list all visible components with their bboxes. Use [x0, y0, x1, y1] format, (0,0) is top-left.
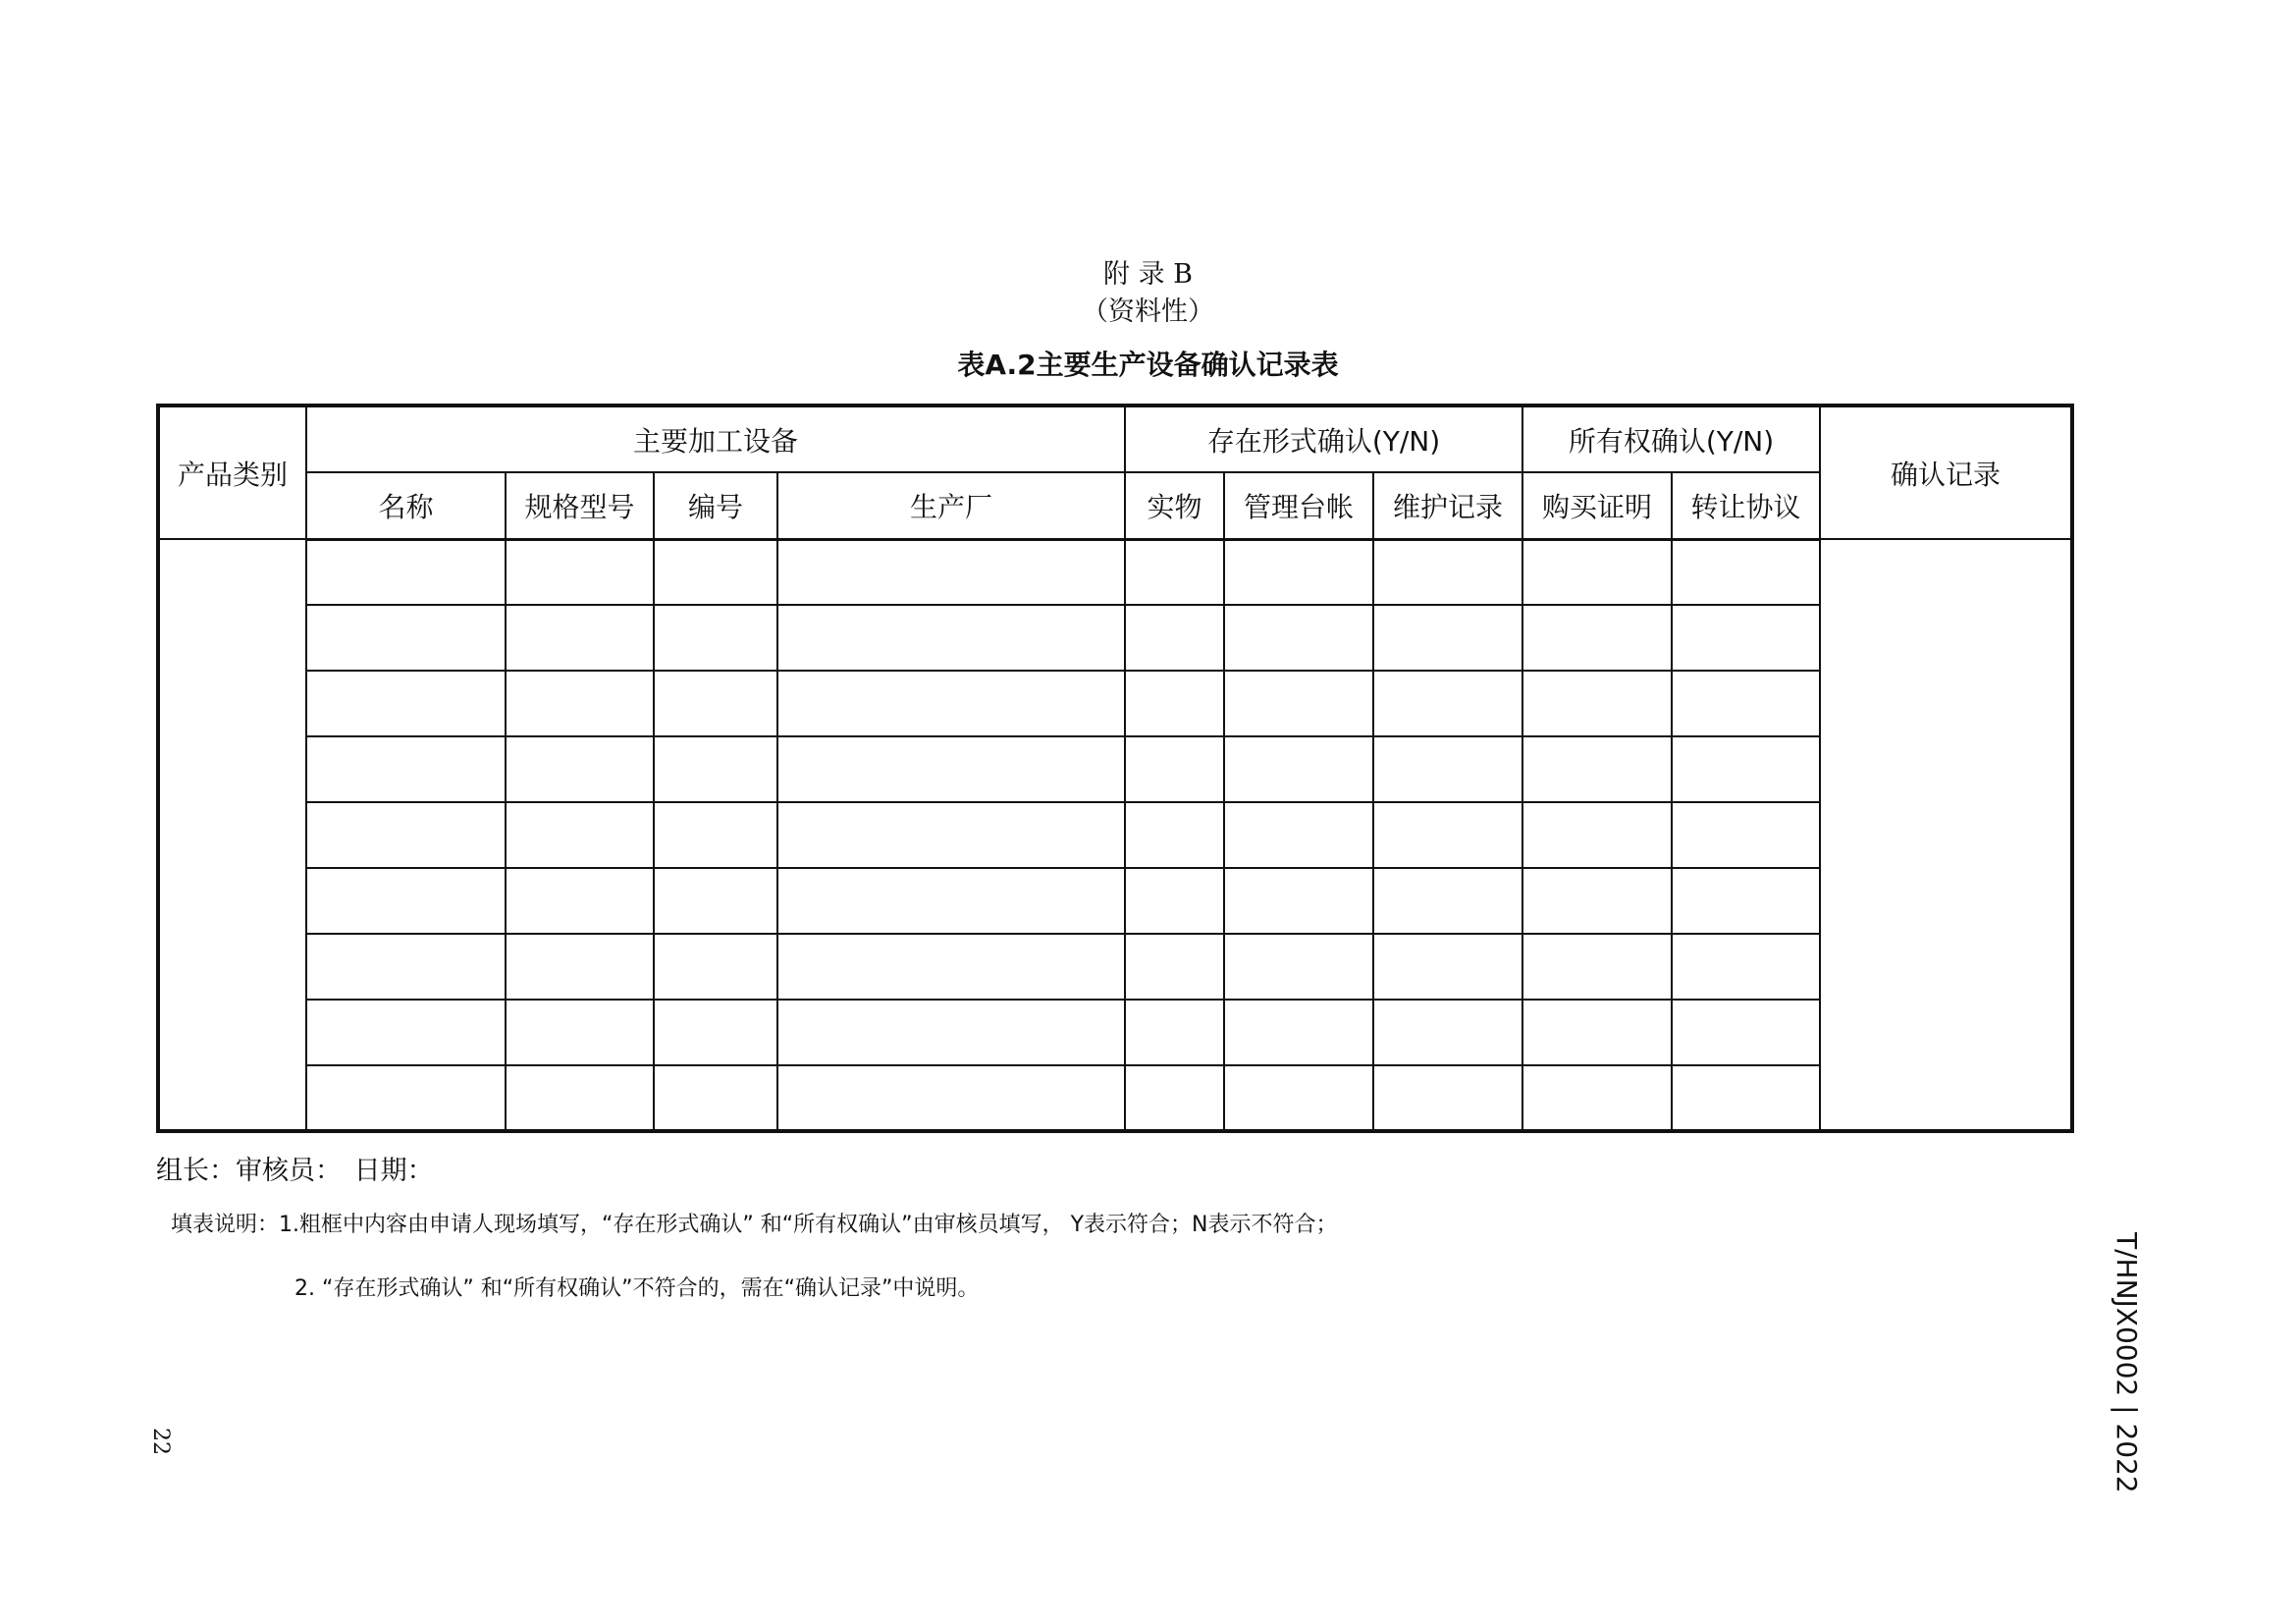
table-row [158, 1065, 2072, 1131]
table-cell[interactable] [1373, 1000, 1522, 1065]
table-cell[interactable] [1672, 539, 1820, 605]
table-cell[interactable] [1224, 671, 1373, 736]
table-cell[interactable] [1672, 934, 1820, 1000]
table-cell[interactable] [306, 934, 506, 1000]
table-cell[interactable] [506, 1065, 654, 1131]
table-cell[interactable] [1522, 671, 1672, 736]
table-cell[interactable] [1373, 934, 1522, 1000]
table-cell[interactable] [1672, 1065, 1820, 1131]
appendix-heading: 附 录 B [1102, 259, 1193, 290]
table-cell[interactable] [1373, 1065, 1522, 1131]
table-cell[interactable] [506, 671, 654, 736]
table-cell[interactable] [1125, 934, 1224, 1000]
table-cell[interactable] [1672, 671, 1820, 736]
table-cell[interactable] [1224, 605, 1373, 671]
table-cell[interactable] [306, 539, 506, 605]
table-cell[interactable] [1672, 802, 1820, 868]
appendix-nature: （资料性） [1082, 297, 1214, 327]
table-cell[interactable] [777, 802, 1125, 868]
table-row [158, 671, 2072, 736]
table-cell[interactable] [1224, 1000, 1373, 1065]
header-confirmation-record: 确认记录 [1820, 406, 2072, 539]
table-cell[interactable] [506, 539, 654, 605]
table-cell[interactable] [306, 868, 506, 934]
table-cell[interactable] [506, 1000, 654, 1065]
table-cell[interactable] [1125, 1065, 1224, 1131]
subheader-maintenance-record: 维护记录 [1373, 472, 1522, 539]
table-cell[interactable] [1373, 671, 1522, 736]
table-cell[interactable] [306, 605, 506, 671]
subheader-name: 名称 [306, 472, 506, 539]
subheader-transfer-agreement: 转让协议 [1672, 472, 1820, 539]
table-cell[interactable] [506, 868, 654, 934]
table-cell[interactable] [654, 671, 777, 736]
header-ownership-confirmation: 所有权确认(Y/N) [1522, 406, 1820, 472]
table-row [158, 934, 2072, 1000]
table-cell[interactable] [777, 539, 1125, 605]
table-cell[interactable] [1125, 802, 1224, 868]
signature-line: 组长：审核员： 日期： [156, 1156, 434, 1186]
table-header-row [158, 406, 2072, 472]
table-cell[interactable] [1125, 736, 1224, 802]
table-cell[interactable] [1373, 802, 1522, 868]
table-cell[interactable] [1522, 934, 1672, 1000]
table-cell[interactable] [506, 605, 654, 671]
table-cell[interactable] [777, 671, 1125, 736]
table-cell[interactable] [777, 934, 1125, 1000]
table-row [158, 802, 2072, 868]
table-cell[interactable] [1672, 605, 1820, 671]
table-cell[interactable] [306, 1065, 506, 1131]
table-cell[interactable] [1224, 1065, 1373, 1131]
table-cell[interactable] [1522, 802, 1672, 868]
filling-instruction-2: 2. “存在形式确认” 和“所有权确认”不符合的，需在“确认记录”中说明。 [294, 1276, 980, 1301]
table-cell[interactable] [506, 736, 654, 802]
filling-instruction-1: 填表说明：1.粗框中内容由申请人现场填写，“存在形式确认” 和“所有权确认”由审核员填写， Y表示符合；N表示不符合； [171, 1213, 1338, 1237]
table-cell[interactable] [1672, 1000, 1820, 1065]
header-product-category: 产品类别 [158, 406, 306, 539]
table-cell[interactable] [1373, 736, 1522, 802]
table-cell[interactable] [1373, 605, 1522, 671]
table-cell[interactable] [1125, 539, 1224, 605]
table-row [158, 1000, 2072, 1065]
subheader-purchase-proof: 购买证明 [1522, 472, 1672, 539]
table-cell[interactable] [1522, 736, 1672, 802]
table-row [158, 868, 2072, 934]
table-cell[interactable] [654, 1065, 777, 1131]
table-cell[interactable] [654, 802, 777, 868]
table-cell[interactable] [506, 802, 654, 868]
product-category-cell[interactable] [158, 539, 306, 1131]
table-title: 表A.2主要生产设备确认记录表 [957, 349, 1339, 381]
table-cell[interactable] [1522, 605, 1672, 671]
subheader-physical-item: 实物 [1125, 472, 1224, 539]
table-cell[interactable] [1672, 868, 1820, 934]
table-cell[interactable] [1522, 539, 1672, 605]
table-cell[interactable] [654, 539, 777, 605]
header-main-equipment: 主要加工设备 [306, 406, 1125, 472]
table-cell[interactable] [1125, 1000, 1224, 1065]
subheader-model: 规格型号 [506, 472, 654, 539]
table-cell[interactable] [1224, 934, 1373, 1000]
table-cell[interactable] [1125, 868, 1224, 934]
table-cell[interactable] [306, 802, 506, 868]
table-cell[interactable] [1224, 802, 1373, 868]
table-cell[interactable] [654, 1000, 777, 1065]
table-cell[interactable] [1224, 736, 1373, 802]
table-row [158, 736, 2072, 802]
table-cell[interactable] [777, 1065, 1125, 1131]
table-cell[interactable] [1125, 671, 1224, 736]
table-cell[interactable] [1522, 868, 1672, 934]
table-cell[interactable] [1373, 868, 1522, 934]
subheader-management-ledger: 管理台帐 [1224, 472, 1373, 539]
table-cell[interactable] [506, 934, 654, 1000]
header-existence-confirmation: 存在形式确认(Y/N) [1125, 406, 1522, 472]
equipment-confirmation-table [156, 404, 2074, 1133]
subheader-serial-number: 编号 [654, 472, 777, 539]
table-row [158, 605, 2072, 671]
table-cell[interactable] [1522, 1065, 1672, 1131]
table-cell[interactable] [1522, 1000, 1672, 1065]
table-cell[interactable] [1373, 539, 1522, 605]
table-cell[interactable] [777, 1000, 1125, 1065]
page-number: 22 [148, 1428, 173, 1455]
table-cell[interactable] [654, 934, 777, 1000]
table-subheader-row [158, 472, 2072, 539]
table-cell[interactable] [1672, 736, 1820, 802]
subheader-manufacturer: 生产厂 [777, 472, 1125, 539]
table-cell[interactable] [654, 605, 777, 671]
confirmation-record-cell[interactable] [1820, 539, 2072, 1131]
table-cell[interactable] [1224, 539, 1373, 605]
table-cell[interactable] [306, 1000, 506, 1065]
table-cell[interactable] [654, 736, 777, 802]
standard-code: T/HNJX0002 | 2022 [2110, 1232, 2143, 1493]
table-cell[interactable] [306, 671, 506, 736]
table-cell[interactable] [306, 736, 506, 802]
table-cell[interactable] [654, 868, 777, 934]
table-cell[interactable] [777, 605, 1125, 671]
table-cell[interactable] [1125, 605, 1224, 671]
table-cell[interactable] [1224, 868, 1373, 934]
table-cell[interactable] [777, 868, 1125, 934]
table-row [158, 539, 2072, 605]
table-cell[interactable] [777, 736, 1125, 802]
